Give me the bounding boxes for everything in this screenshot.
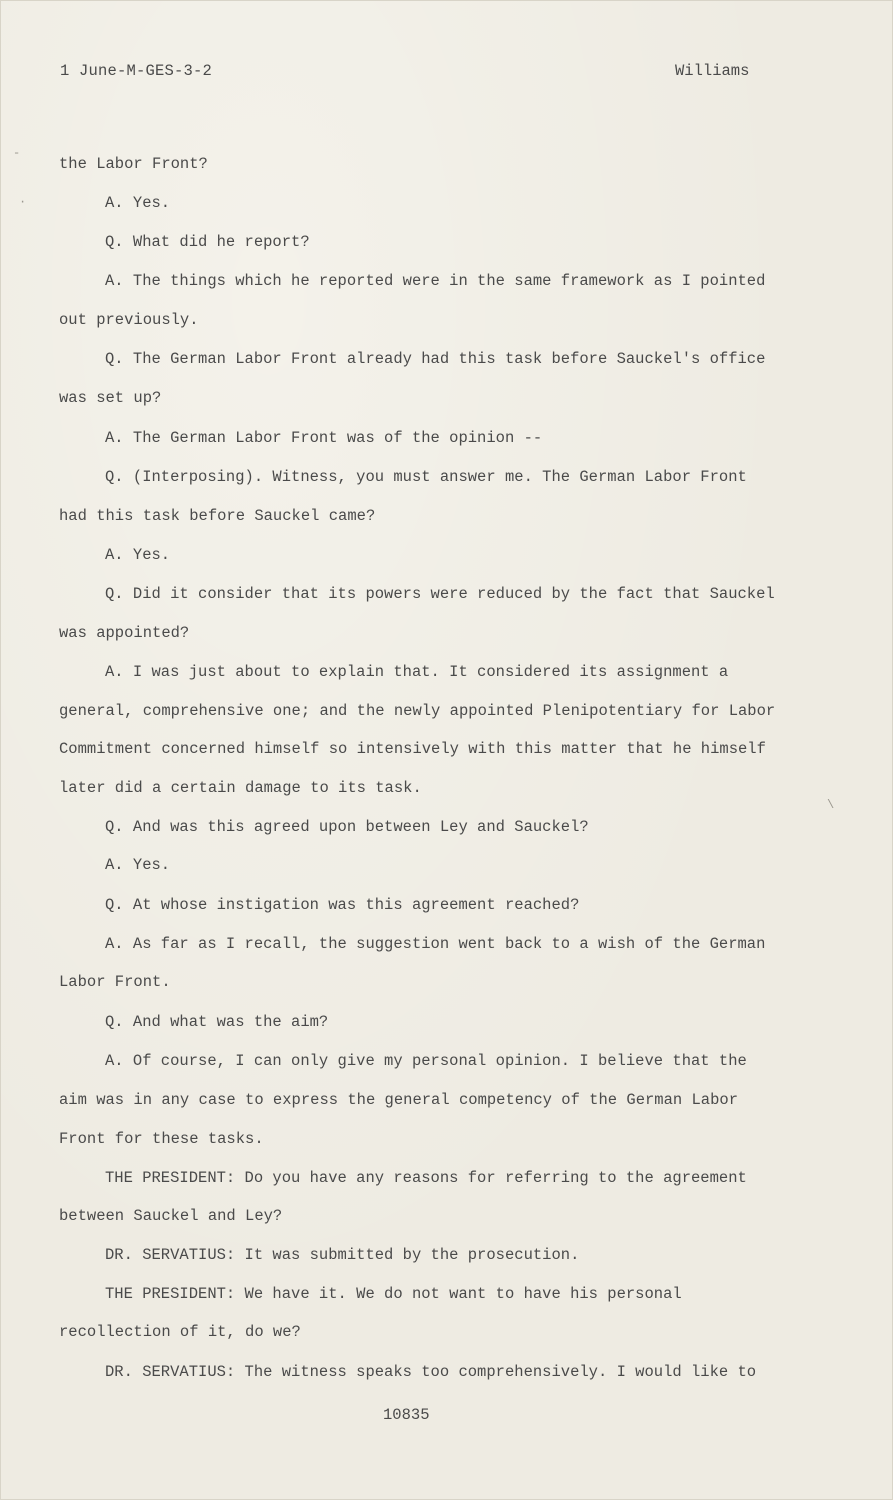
text-line: A. The things which he reported were in the same framework as I pointed [105, 272, 766, 290]
text-line: Q. And was this agreed upon between Ley and Sauckel? [105, 818, 589, 836]
text-line: was appointed? [59, 624, 190, 642]
text-line: general, comprehensive one; and the newly appointed Plenipotentiary for Labor [59, 702, 776, 720]
text-line: later did a certain damage to its task. [59, 779, 422, 797]
text-line: A. Yes. [105, 194, 171, 212]
text-line: Q. The German Labor Front already had this task before Sauckel's office [105, 350, 766, 368]
text-line: aim was in any case to express the general competency of the German Labor [59, 1091, 739, 1109]
text-line: Labor Front. [59, 973, 171, 991]
text-line: Q. And what was the aim? [105, 1013, 329, 1031]
text-line: A. Yes. [105, 856, 171, 874]
text-line: DR. SERVATIUS: The witness speaks too comprehensively. I would like to [105, 1363, 757, 1381]
text-line: out previously. [59, 311, 199, 329]
text-line: DR. SERVATIUS: It was submitted by the prosecution. [105, 1246, 580, 1264]
text-line: A. The German Labor Front was of the opinion -- [105, 429, 543, 447]
text-line: Commitment concerned himself so intensively with this matter that he himself [59, 740, 766, 758]
text-line: had this task before Sauckel came? [59, 507, 376, 525]
text-line: was set up? [59, 389, 162, 407]
text-line: the Labor Front? [59, 155, 208, 173]
text-line: Q. Did it consider that its powers were reduced by the fact that Sauckel [105, 585, 775, 603]
document-reference: 1 June-M-GES-3-2 [60, 62, 213, 80]
text-line: Q. (Interposing). Witness, you must answer me. The German Labor Front [105, 468, 747, 486]
page-number: 10835 [383, 1406, 430, 1424]
margin-mark: \ [827, 798, 835, 812]
reporter-name: Williams [675, 62, 750, 80]
text-line: A. I was just about to explain that. It considered its assignment a [105, 663, 729, 681]
text-line: THE PRESIDENT: Do you have any reasons for referring to the agreement [105, 1169, 747, 1187]
text-line: THE PRESIDENT: We have it. We do not want to have his personal [105, 1285, 682, 1303]
text-line: A. As far as I recall, the suggestion went back to a wish of the German [105, 935, 766, 953]
text-line: A. Of course, I can only give my personal opinion. I believe that the [105, 1052, 747, 1070]
margin-mark: · [19, 195, 27, 209]
text-line: Front for these tasks. [59, 1130, 264, 1148]
text-line: Q. What did he report? [105, 233, 310, 251]
margin-mark: - [13, 146, 21, 160]
text-line: recollection of it, do we? [59, 1323, 301, 1341]
text-line: between Sauckel and Ley? [59, 1207, 283, 1225]
text-line: Q. At whose instigation was this agreement reached? [105, 896, 580, 914]
text-line: A. Yes. [105, 546, 171, 564]
